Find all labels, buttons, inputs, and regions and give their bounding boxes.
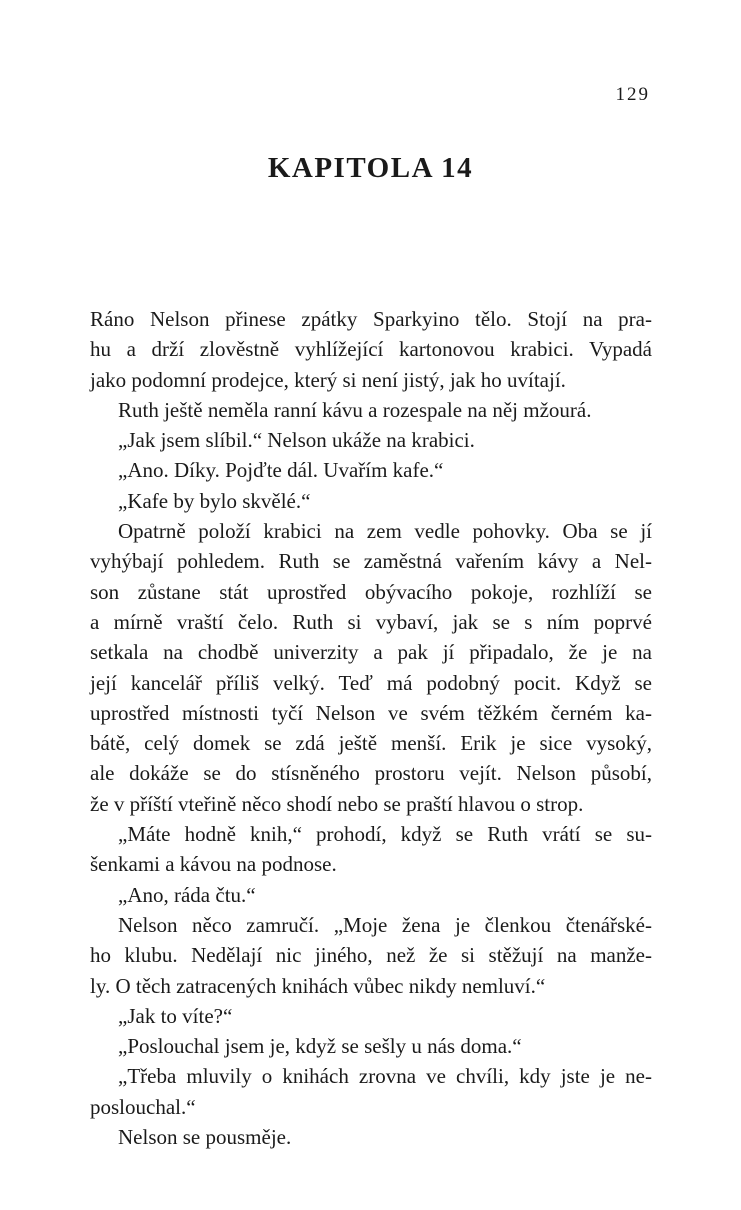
text-line: a mírně vraští čelo. Ruth si vybaví, jak se s ním poprvé (90, 609, 652, 634)
text-line: ho klubu. Nedělají nic jiného, než že si stěžují na manže- (90, 943, 652, 968)
body-text (90, 304, 652, 1152)
text-line: Ruth ještě neměla ranní kávu a rozespale na něj mžourá. (118, 397, 592, 422)
text-line: „Jak to víte?“ (118, 1003, 233, 1028)
text-line: Ráno Nelson přinese zpátky Sparkyino tělo. Stojí na pra- (90, 307, 652, 331)
text-line: „Ano, ráda čtu.“ (118, 882, 256, 907)
text-line: Nelson něco zamručí. „Moje žena je členkou čtenářské- (118, 912, 652, 937)
text-line: „Máte hodně knih,“ prohodí, když se Ruth vrátí se su- (118, 822, 652, 847)
text-line: její kancelář příliš velký. Teď má podobný pocit. Když se (90, 670, 652, 695)
text-line: ly. O těch zatracených knihách vůbec nikdy nemluví.“ (90, 973, 546, 998)
text-line: Opatrně položí krabici na zem vedle pohovky. Oba se jí (118, 519, 652, 544)
page-number: 129 (615, 84, 650, 105)
chapter-title: KAPITOLA 14 (267, 152, 474, 184)
text-line: že v příští vteřině něco shodí nebo se praští hlavou o strop. (90, 791, 584, 816)
text-line: hu a drží zlověstně vyhlížející kartonovou krabici. Vypadá (90, 337, 652, 362)
text-line: Nelson se pousměje. (118, 1125, 292, 1150)
text-line: „Ano. Díky. Pojďte dál. Uvařím kafe.“ (118, 458, 444, 483)
text-line: „Kafe by bylo skvělé.“ (118, 488, 311, 513)
text-line: poslouchal.“ (90, 1094, 196, 1119)
text-line: setkala na chodbě univerzity a pak jí připadalo, že je na (90, 640, 652, 665)
text-line: „Třeba mluvily o knihách zrovna ve chvíli, kdy jste je ne- (118, 1064, 652, 1089)
text-line: šenkami a kávou na podnose. (90, 852, 337, 877)
text-line: vyhýbají pohledem. Ruth se zaměstná vařením kávy a Nel- (90, 549, 652, 574)
text-line: „Poslouchal jsem je, když se sešly u nás doma.“ (118, 1034, 522, 1059)
text-line: son zůstane stát uprostřed obývacího pokoje, rozhlíží se (90, 579, 652, 604)
text-line: uprostřed místnosti tyčí Nelson ve svém těžkém černém ka- (90, 700, 652, 725)
text-line: jako podomní prodejce, který si není jistý, jak ho uvítají. (90, 367, 566, 392)
text-line: bátě, celý domek se zdá ještě menší. Erik je sice vysoký, (90, 731, 652, 756)
text-line: „Jak jsem slíbil.“ Nelson ukáže na krabici. (118, 428, 475, 453)
text-line: ale dokáže se do stísněného prostoru vejít. Nelson působí, (90, 761, 652, 786)
